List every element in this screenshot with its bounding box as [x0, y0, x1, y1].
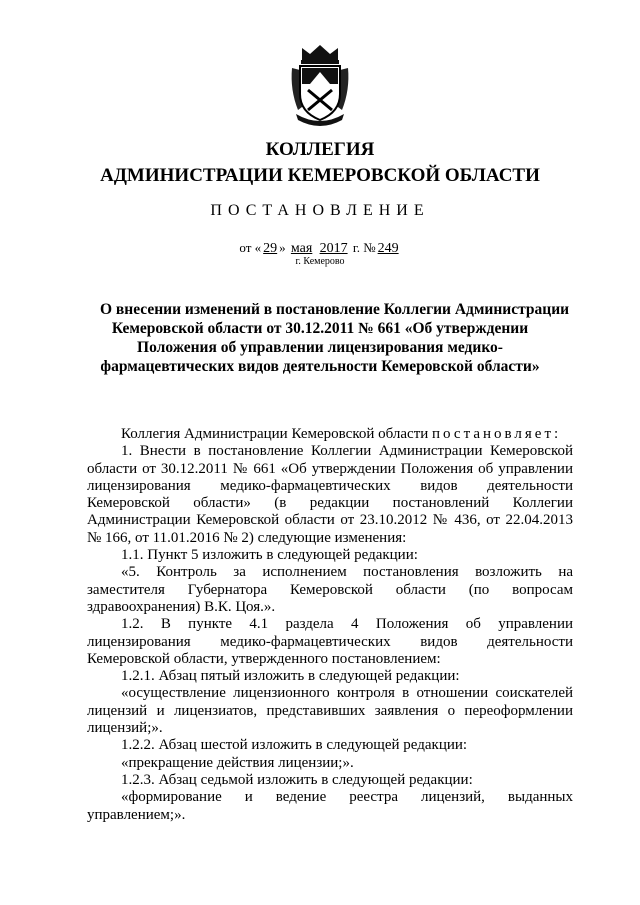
date-day: 29	[263, 241, 278, 256]
body-line: № 166, от 11.01.2016 № 2) следующие изменения:	[87, 529, 407, 546]
body-line: области от 30.12.2011 № 661 «Об утверждении Положения об управлении	[87, 460, 573, 477]
body-line: лицензий и лицензиатов, представивших заявления о переоформлении	[87, 702, 573, 719]
body-line: 1.2.2. Абзац шестой изложить в следующей редакции:	[121, 737, 468, 754]
body-line: «формирование и ведение реестра лицензий, выданных	[121, 789, 573, 806]
body-line: Кемеровской области, утвержденного постановлением:	[87, 650, 441, 667]
body-line: 1.1. Пункт 5 изложить в следующей редакции:	[121, 547, 418, 564]
org-title-line2: АДМИНИСТРАЦИИ КЕМЕРОВСКОЙ ОБЛАСТИ	[100, 165, 540, 186]
title-line: фармацевтических видов деятельности Кемеровской области»	[100, 358, 540, 375]
year-suffix: г.	[352, 240, 360, 255]
intro-text: Коллегия Администрации Кемеровской области	[121, 426, 429, 442]
body-line: Кемеровской области» (в редакции постановлений Коллегии	[87, 495, 573, 512]
date-mid: »	[279, 240, 286, 255]
body-line: управлением;».	[87, 806, 186, 823]
document-body	[87, 426, 573, 824]
body-line: «осуществление лицензионного контроля в отношении соискателей	[121, 685, 573, 702]
body-line: 1.2.1. Абзац пятый изложить в следующей редакции:	[121, 668, 460, 685]
body-line: «5. Контроль за исполнением постановления возложить на	[121, 564, 573, 581]
body-line: 1.2.3. Абзац седьмой изложить в следующей редакции:	[121, 771, 473, 788]
document-title	[100, 300, 570, 376]
number-prefix: №	[363, 240, 376, 255]
document-type: ПОСТАНОВЛЕНИЕ	[210, 202, 430, 219]
body-line: заместителя Губернатора Кемеровской области (по вопросам	[87, 581, 573, 598]
title-line: О внесении изменений в постановление Коллегии Администрации	[100, 301, 570, 318]
title-line: Положения об управлении лицензирования медико-	[137, 339, 503, 356]
body-line: Администрации Кемеровской области от 23.10.2012 № 436, от 22.04.2013	[87, 512, 573, 529]
date-prefix: от «	[239, 240, 262, 255]
body-line: лицензирования медико-фармацевтических видов деятельности	[87, 633, 573, 650]
body-line: здравоохранения) В.К. Цоя.».	[87, 598, 276, 615]
date-month: мая	[290, 241, 313, 256]
coat-of-arms-emblem	[288, 44, 352, 126]
body-line: 1.2. В пункте 4.1 раздела 4 Положения об управлении	[121, 616, 573, 633]
intro-verb: постановляет:	[432, 426, 562, 442]
title-line: Кемеровской области от 30.12.2011 № 661 «Об утверждении	[111, 320, 529, 337]
city: г. Кемерово	[295, 256, 345, 267]
date-year: 2017	[319, 241, 348, 256]
body-line: лицензирования медико-фармацевтических видов деятельности	[87, 477, 573, 494]
date-number-line	[0, 240, 640, 256]
body-line: лицензий;».	[87, 720, 163, 737]
org-title-line1: КОЛЛЕГИЯ	[265, 139, 375, 160]
body-line: «прекращение действия лицензии;».	[121, 754, 354, 771]
intro-paragraph	[87, 426, 573, 443]
body-line: 1. Внести в постановление Коллегии Администрации Кемеровской	[121, 443, 573, 460]
document-number: 249	[377, 241, 399, 256]
